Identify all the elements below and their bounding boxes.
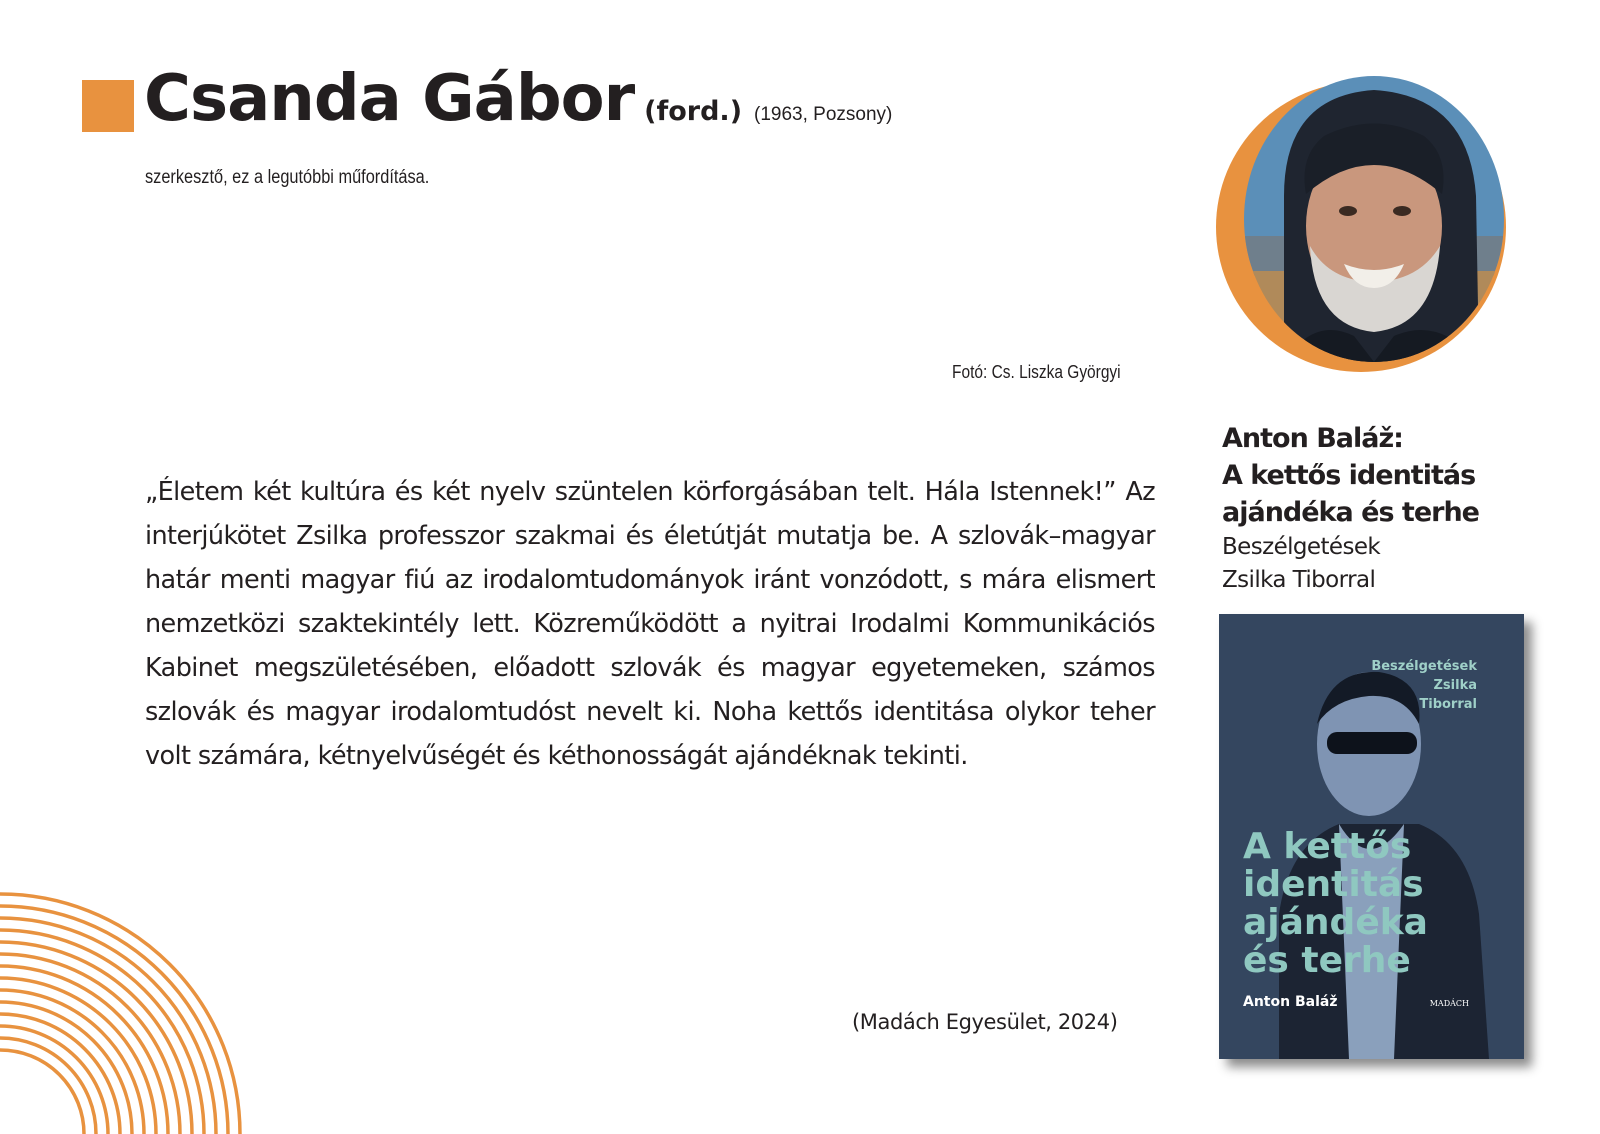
book-title-line-2: ajándéka és terhe xyxy=(1222,497,1479,528)
book-title-line-1: A kettős identitás xyxy=(1222,460,1476,491)
publisher-note: (Madách Egyesület, 2024) xyxy=(852,1010,1118,1034)
decorative-arc xyxy=(0,1050,84,1134)
book-subtitle-line-2: Zsilka Tiborral xyxy=(1222,567,1376,593)
decorative-arc xyxy=(0,1002,132,1134)
decorative-arcs xyxy=(0,880,260,1134)
book-subtitle-line-1: Beszélgetések xyxy=(1222,534,1381,560)
photo-credit: Fotó: Cs. Liszka Györgyi xyxy=(952,362,1121,382)
author-name: Csanda Gábor xyxy=(144,62,635,136)
cover-publisher: MADÁCH xyxy=(1429,999,1469,1008)
cover-title-line-1: A kettős xyxy=(1243,826,1412,867)
book-description xyxy=(145,470,1155,778)
decorative-arc xyxy=(0,1026,108,1134)
book-info xyxy=(1222,420,1522,597)
author-bio: szerkesztő, ez a legutóbbi műfordítása. xyxy=(145,167,430,188)
author-header xyxy=(144,62,892,136)
accent-square xyxy=(82,80,134,132)
author-birth: (1963, Pozsony) xyxy=(754,104,893,125)
cover-title-line-2: identitás xyxy=(1243,864,1424,905)
decorative-arc xyxy=(0,990,144,1134)
cover-title-line-3: ajándéka xyxy=(1243,902,1428,943)
cover-subtitle-line-3: Tiborral xyxy=(1419,697,1477,712)
portrait-photo xyxy=(1244,76,1504,362)
cover-subtitle-line-2: Zsilka xyxy=(1433,678,1477,693)
book-author: Anton Baláž: xyxy=(1222,423,1403,454)
cover-subtitle-line-1: Beszélgetések xyxy=(1371,659,1477,674)
decorative-arc xyxy=(0,942,192,1134)
description-paragraph: „Életem két kultúra és két nyelv szüntelen körforgásában telt. Hála Istennek!” Az interjúkötet Zsilka professzor szakmai és életútját mutatja be. A szlovák–magyar határ menti magyar fiú az irodalomtudományok iránt vonzódott, s mára elismert nemzetközi szaktekintély lett. Közreműködött a nyitrai Irodalmi Kommunikációs Kabinet megszületésében, előadott szlovák és magyar egyetemeken, számos szlovák és magyar irodalomtudóst nevelt ki. Noha kettős identitása olykor teher volt számára, kétnyelvűségét és kéthonosságát ajándéknak tekinti. xyxy=(145,477,1155,771)
cover-author: Anton Baláž xyxy=(1243,994,1338,1010)
decorative-arc xyxy=(0,918,216,1134)
book-cover xyxy=(1219,614,1524,1059)
cover-title-line-4: és terhe xyxy=(1243,940,1411,981)
author-portrait xyxy=(1216,76,1506,376)
decorative-arc xyxy=(0,978,156,1134)
author-role: (ford.) xyxy=(644,96,743,127)
